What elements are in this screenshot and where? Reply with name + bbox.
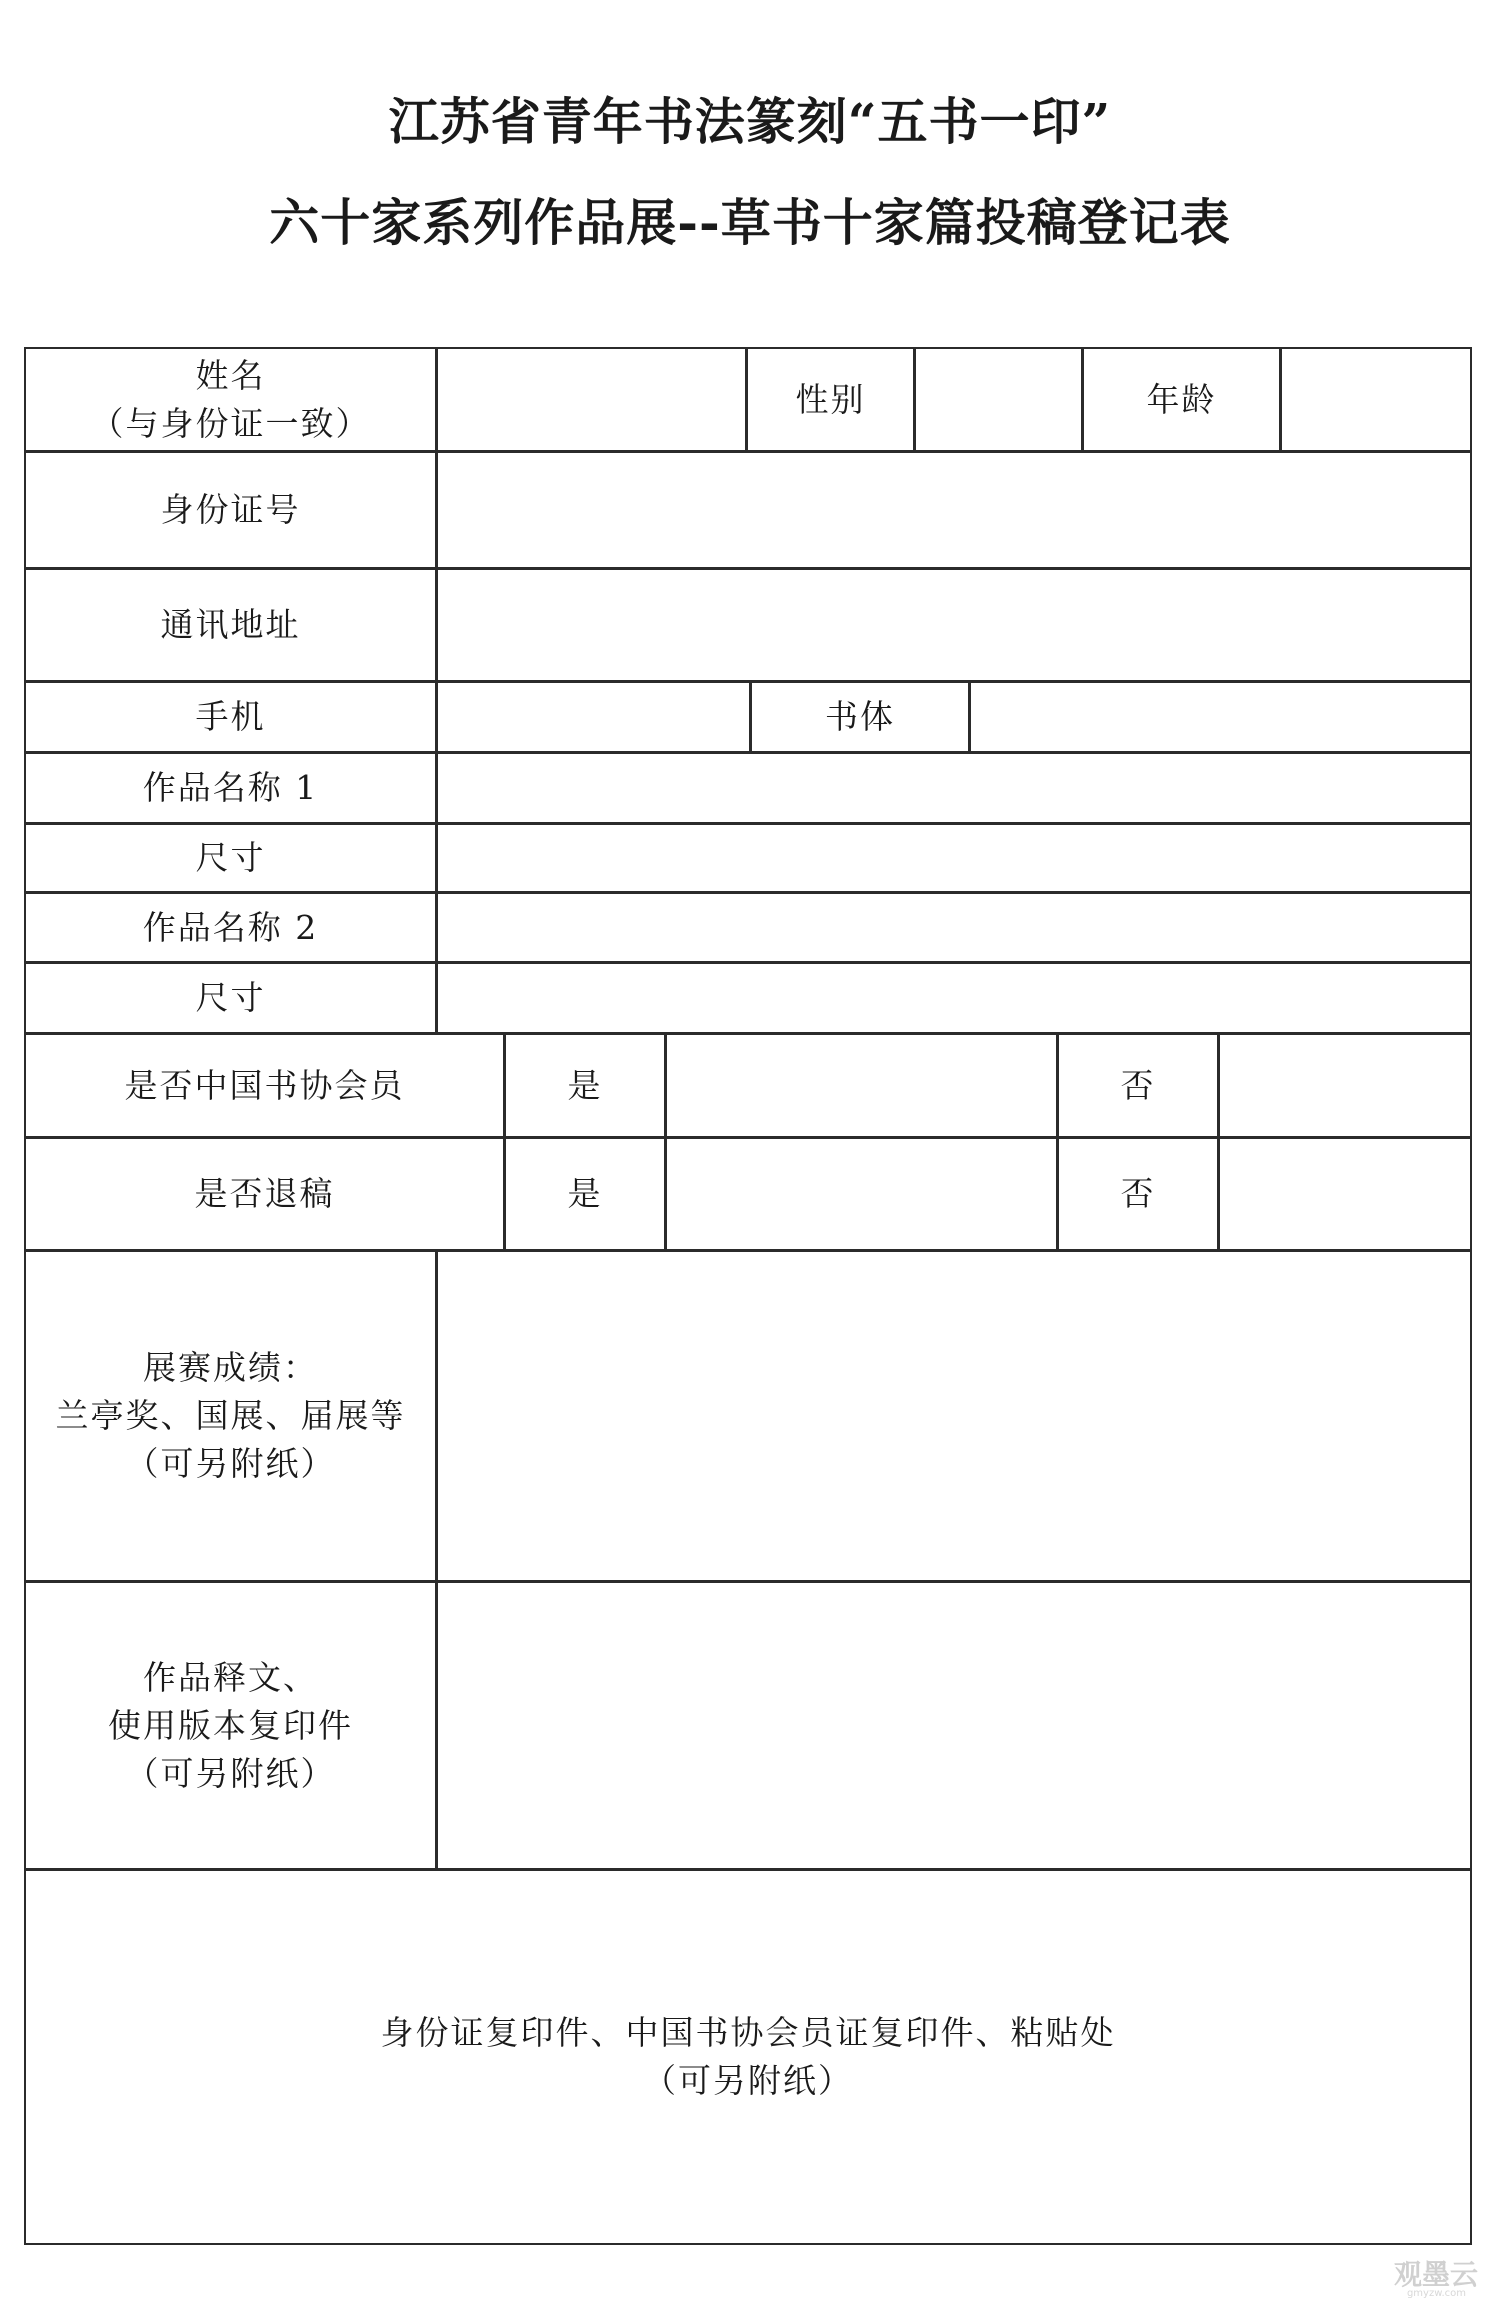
gender-input[interactable]: [914, 347, 1083, 452]
id-number-label: 身份证号: [24, 451, 437, 569]
paste-area[interactable]: [24, 1869, 1472, 2245]
size-2-label: 尺寸: [24, 962, 437, 1034]
awards-note: （可另附纸）: [125, 1444, 336, 1483]
paste-area-instruction: 身份证复印件、中国书协会员证复印件、粘贴处: [380, 2013, 1116, 2052]
awards-examples: 兰亭奖、国展、届展等: [55, 1396, 406, 1435]
gender-label: 性别: [746, 347, 915, 452]
size-1-input[interactable]: [436, 823, 1472, 893]
phone-label: 手机: [24, 681, 437, 753]
size-1-label: 尺寸: [24, 823, 437, 893]
paste-area-note: （可另附纸）: [643, 2061, 853, 2100]
awards-label-cell: [24, 1250, 437, 1582]
script-style-input[interactable]: [969, 681, 1472, 753]
return-yes-label: 是: [504, 1137, 666, 1251]
watermark-url: gmyzw.com: [1406, 2288, 1466, 2299]
work-2-input[interactable]: [436, 892, 1472, 963]
name-input[interactable]: [436, 347, 747, 452]
text-input[interactable]: [436, 1581, 1472, 1870]
member-label: 是否中国书协会员: [24, 1033, 505, 1138]
text-label-cell: [24, 1581, 437, 1870]
text-label-line-2: 使用版本复印件: [108, 1705, 353, 1745]
text-label-line-1: 作品释文、: [143, 1657, 318, 1697]
work-1-label: 作品名称 1: [24, 752, 437, 824]
id-number-input[interactable]: [436, 451, 1472, 569]
member-yes-checkbox[interactable]: [665, 1033, 1058, 1138]
name-label: 姓名: [195, 355, 266, 395]
watermark-brand: 观墨云: [1393, 2258, 1478, 2291]
phone-input[interactable]: [436, 681, 751, 753]
text-note: （可另附纸）: [125, 1753, 336, 1793]
return-label: 是否退稿: [24, 1137, 505, 1251]
member-no-checkbox[interactable]: [1218, 1033, 1472, 1138]
return-no-checkbox[interactable]: [1218, 1137, 1472, 1251]
script-style-label: 书体: [750, 681, 970, 753]
return-yes-checkbox[interactable]: [665, 1137, 1058, 1251]
title-line-1: 江苏省青年书法篆刻“五书一印”: [388, 92, 1112, 151]
return-no-label: 否: [1057, 1137, 1219, 1251]
name-sub-label: （与身份证一致）: [90, 403, 371, 443]
work-2-label: 作品名称 2: [24, 892, 437, 963]
age-label: 年龄: [1082, 347, 1281, 452]
awards-input[interactable]: [436, 1250, 1472, 1582]
title-line-2: 六十家系列作品展--草书十家篇投稿登记表: [269, 193, 1231, 252]
awards-label: 展赛成绩：: [143, 1348, 318, 1387]
name-label-cell: [24, 347, 437, 452]
address-label: 通讯地址: [24, 568, 437, 682]
work-1-input[interactable]: [436, 752, 1472, 824]
address-input[interactable]: [436, 568, 1472, 682]
member-yes-label: 是: [504, 1033, 666, 1138]
size-2-input[interactable]: [436, 962, 1472, 1034]
member-no-label: 否: [1057, 1033, 1219, 1138]
age-input[interactable]: [1280, 347, 1472, 452]
